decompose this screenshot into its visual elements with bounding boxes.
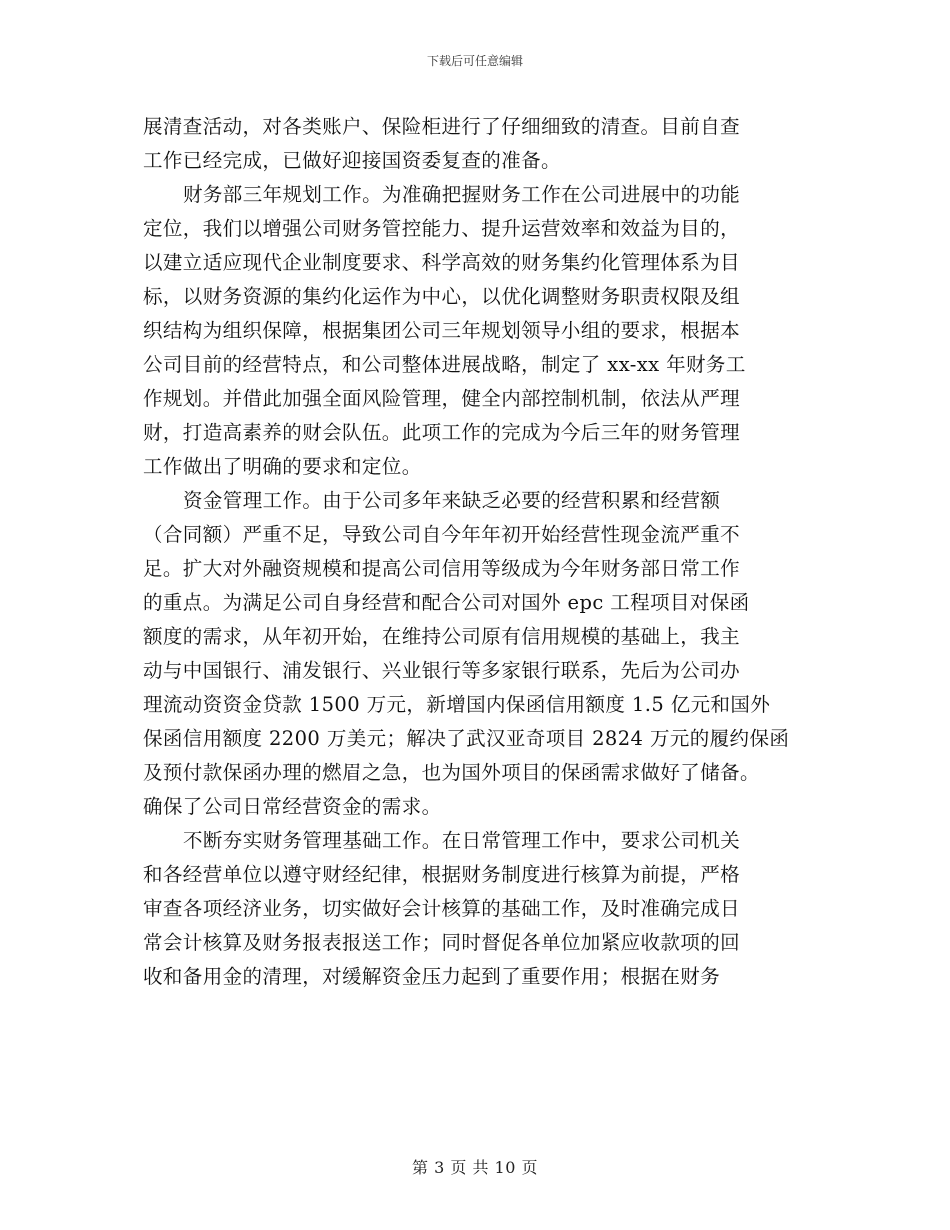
text-line: 作规划。并借此加强全面风险管理，健全内部控制机制，依法从严理 [143,387,741,410]
text-line: 额度的需求，从年初开始，在维持公司原有信用规模的基础上，我主 [143,625,741,648]
text-line: 财务部三年规划工作。为准确把握财务工作在公司进展中的功能 [183,183,741,206]
paragraph [143,824,810,994]
page-footer [0,1158,950,1178]
document-body [143,110,810,994]
header-note: 下载后可任意编辑 [426,54,523,68]
text-line: 不断夯实财务管理基础工作。在日常管理工作中，要求公司机关 [183,829,741,852]
paragraph [143,110,810,178]
text-line: 确保了公司日常经营资金的需求。 [143,795,442,818]
text-line: 动与中国银行、浦发银行、兴业银行等多家银行联系，先后为公司办 [143,659,741,682]
page-number: 第 3 页 共 10 页 [412,1158,538,1177]
text-line: 以建立适应现代企业制度要求、科学高效的财务集约化管理体系为目 [143,251,741,274]
page-header [0,53,950,69]
text-line: 保函信用额度 2200 万美元；解决了武汉亚奇项目 2824 万元的履约保函 [143,727,790,750]
text-line: 及预付款保函办理的燃眉之急，也为国外项目的保函需求做好了储备。 [143,761,760,784]
paragraph [143,178,810,484]
text-line: 标，以财务资源的集约化运作为中心，以优化调整财务职责权限及组 [143,285,741,308]
text-line: 定位，我们以增强公司财务管控能力、提升运营效率和效益为目的， [143,217,741,240]
text-line: 工作做出了明确的要求和定位。 [143,455,422,478]
text-line: 和各经营单位以遵守财经纪律，根据财务制度进行核算为前提，严格 [143,863,741,886]
text-line: 足。扩大对外融资规模和提高公司信用等级成为今年财务部日常工作 [143,557,741,580]
paragraph [143,484,810,824]
text-line: （合同额）严重不足，导致公司自今年年初开始经营性现金流严重不 [143,523,741,546]
text-line: 展清查活动，对各类账户、保险柜进行了仔细细致的清查。目前自查 [143,115,741,138]
text-line: 工作已经完成，已做好迎接国资委复查的准备。 [143,149,561,172]
text-line: 织结构为组织保障，根据集团公司三年规划领导小组的要求，根据本 [143,319,741,342]
text-line: 的重点。为满足公司自身经营和配合公司对国外 epc 工程项目对保函 [143,591,750,614]
text-line: 公司目前的经营特点，和公司整体进展战略，制定了 xx-xx 年财务工 [143,353,746,376]
text-line: 资金管理工作。由于公司多年来缺乏必要的经营积累和经营额 [183,489,721,512]
text-line: 审查各项经济业务，切实做好会计核算的基础工作，及时准确完成日 [143,897,741,920]
text-line: 理流动资资金贷款 1500 万元，新增国内保函信用额度 1.5 亿元和国外 [143,693,771,716]
text-line: 财，打造高素养的财会队伍。此项工作的完成为今后三年的财务管理 [143,421,741,444]
text-line: 常会计核算及财务报表报送工作；同时督促各单位加紧应收款项的回 [143,931,741,954]
text-line: 收和备用金的清理，对缓解资金压力起到了重要作用；根据在财务 [143,965,721,988]
